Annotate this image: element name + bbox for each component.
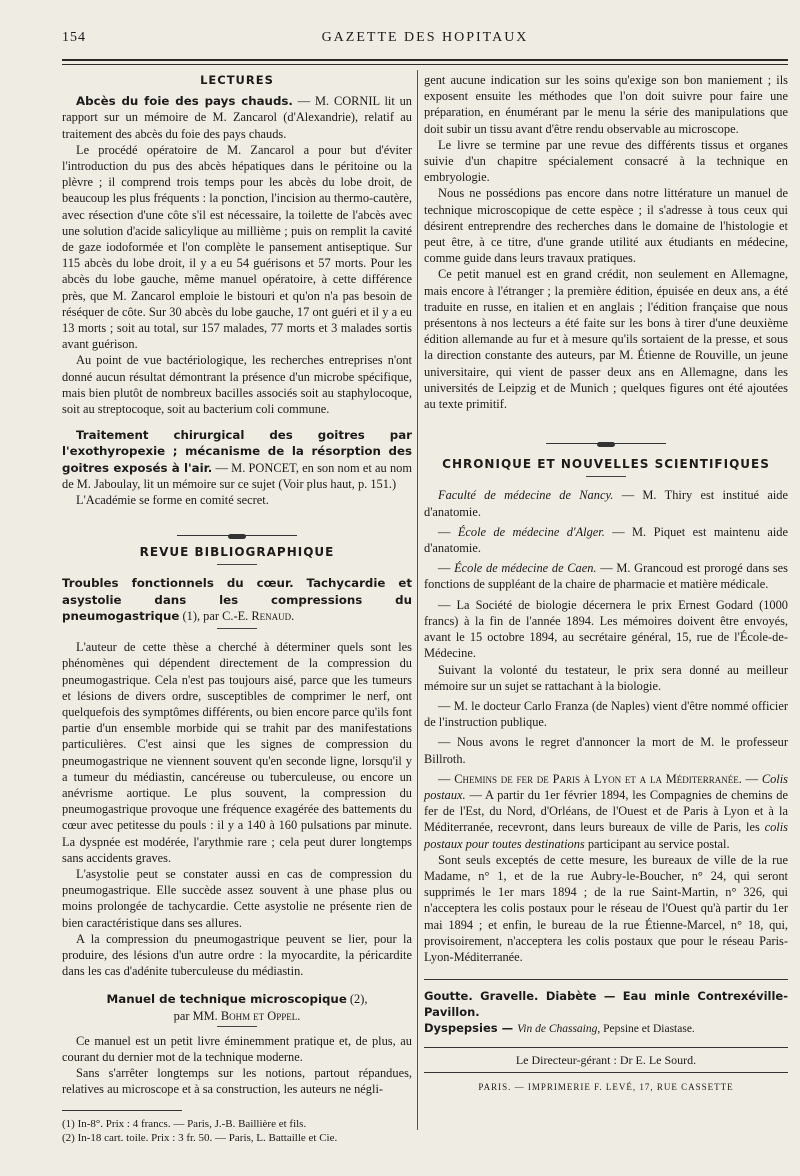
news-caen: — École de médecine de Caen. — M. Grancoud est prorogé dans ses fonctions de suppléant de la chaire de pharmacie et matière médicale. xyxy=(424,561,788,592)
article-goitres xyxy=(62,427,412,492)
article-manuel-heading xyxy=(62,991,412,1023)
news-source: Faculté de médecine de Nancy. xyxy=(438,488,614,503)
news-alger: — École de médecine d'Alger. — M. Piquet est maintenu aide d'anatomie. xyxy=(424,524,788,556)
news-biologie: — La Société de biologie décernera le prix Ernest Godard (1000 francs) à la fin de l'année 1894. Les mémoires doivent être envoyés, avant le 15 octobre 1894, au secrétaire général, 15, rue de l'École-de-Médecine. xyxy=(424,597,788,661)
director-rule xyxy=(424,1047,788,1048)
short-rule xyxy=(586,476,626,477)
paragraph: Ce manuel est un petit livre éminemment pratique et, de plus, au courant du dernier mot de la technique moderne. xyxy=(62,1033,412,1064)
paragraph: Au point de vue bactériologique, les recherches entreprises n'ont donné aucun résultat démontrant la présence d'un microbe spécifique, mais bien plutôt de nombreux bacilles associés soit au staphylocoque, soit au streptocoque, soit au bacterium coli commune. xyxy=(62,353,412,417)
article-troubles-heading xyxy=(62,575,412,624)
header-rule-thin xyxy=(62,64,788,65)
news-text: — A partir du 1er février 1894, les Compagnies de chemins de fer de l'Est, du Nord, d'Orléans, de l'Ouest et de Paris à Lyon et à la Méditerranée, recevront, dans leurs bureaux de ville de Paris, les xyxy=(424,787,788,835)
footnote-rule xyxy=(62,1110,182,1111)
article-title: Troubles fonctionnels du cœur. Tachycardie et asystolie dans les compressions du pneumogastrique xyxy=(62,576,412,623)
news-source: École de médecine de Caen. xyxy=(454,561,597,576)
paragraph: L'Académie se forme en comité secret. xyxy=(76,493,269,508)
paragraph: A la compression du pneumogastrique peuvent se lier, pour la produire, des lésions d'un autre ordre : la myocardite, la péricardite dans les cas d'adénite tuberculeuse du médiastin. xyxy=(62,931,412,979)
section-title-chronique: CHRONIQUE ET NOUVELLES SCIENTIFIQUES xyxy=(442,457,770,472)
news-source: École de médecine d'Alger. xyxy=(457,524,605,539)
article-author: Bohm et Oppel. xyxy=(220,1008,301,1023)
journal-title: GAZETTE DES HOPITAUX xyxy=(321,30,529,45)
news-source: Chemins de fer de Paris à Lyon et a la Méditerranée. xyxy=(454,771,742,786)
paragraph: L'asystolie peut se constater aussi en cas de compression du pneumogastrique. Elle succède assez souvent à une phase plus ou moins prolongée de tachycardie. Cette asystolie ne présente rien de bien caractéristique dans ses allures. xyxy=(62,866,412,930)
paragraph: gent aucune indication sur les soins qu'exige son bon maniement ; ils exposent ensuite les méthodes que l'on doit suivre pour faire une préparation, en énumérant par le menu la série des manipulations que doit subir un tissu avant d'être rendu observable au microscope. xyxy=(424,73,788,136)
news-subject: Colis postaux. xyxy=(424,771,788,802)
article-text: — M. PONCET, en son nom et au nom de M. Jaboulay, lit un mémoire sur ce sujet (Voir plus haut, p. 151.) xyxy=(62,460,412,491)
article-text: — M. CORNIL lit un rapport sur un mémoire de M. Zancarol (d'Alexandrie), relatif au traitement des abcès du foie des pays chauds. xyxy=(62,94,413,141)
news-text: — M. Thiry est institué aide d'anatomie. xyxy=(424,488,788,519)
short-rule xyxy=(217,628,257,629)
printer-line: PARIS. — IMPRIMERIE F. LEVÉ, 17, RUE CASSETTE xyxy=(478,1082,734,1093)
director-rule-bottom xyxy=(424,1072,788,1073)
article-title: Manuel de technique microscopique xyxy=(106,992,347,1007)
news-billroth: — Nous avons le regret d'annoncer la mort de M. le professeur Billroth. xyxy=(424,735,788,766)
ad-product: Vin de Chassaing xyxy=(517,1023,598,1036)
article-abces xyxy=(62,93,412,142)
news-nancy xyxy=(424,487,788,519)
short-rule xyxy=(217,1026,257,1027)
ornament-divider xyxy=(424,430,788,438)
paragraph: L'auteur de cette thèse a cherché à déterminer quels sont les phénomènes qui dépendent directement de la compression du pneumogastrique. Cela n'est pas toujours aisé, parce que les tumeurs et lésions de divers ordre, susceptibles de comprimer le nerf, ont quelquefois des symptômes différents, ou bien encore parce qu'ils font partie d'un ensemble morbide qui se trahit par des manifestations particulières. C'est ainsi que les signes de compression du pneumogastrique ne viennent souvent qu'en seconde ligne, lorsqu'il y a tumeur du médiastin, cancéreuse ou tuberculeuse, ou encore un anévrisme aortique. Le plus souvent, la compression du pneumogastrique provoque une fréquence exagérée des battements du cœur avec petitesse du pouls : il y a 140 à 160 pulsations par minute. La dyspnée est modérée, l'arythmie rare ; cela peut durer longtemps sans accidents graves. xyxy=(62,640,412,865)
ad-rule xyxy=(424,979,788,980)
paragraph: Ce petit manuel est en grand crédit, non seulement en Allemagne, mais encore à l'étranger ; la première édition, épuisée en deux ans, a été traduite en russe, en italien et en anglais ; l'édition française que nous présentons à nos lecteurs a été faite sur les bons à tirer d'une deuxième édition allemande au fur et à mesure qu'ils sortaient de la presse, et sous la direction constante des auteurs, par M. Étienne de Rouville, un jeune universitaire, qui vient de passer deux ans en Allemagne, dans les universités de Leipzig et de Munich ; quelques figures ont été ajoutées au texte primitif. xyxy=(424,267,788,412)
paragraph: Sont seuls exceptés de cette mesure, les bureaux de ville de la rue Madame, n° 1, et de la rue Aubry-le-Boucher, n° 24, qui seront supprimés le 1er mars 1894 ; de la rue Saint-Martin, n° 326, qui n'acceptera les colis postaux pour le réseau de l'Ouest qu'à partir du 1er mai 1894 ; et enfin, le bureau de la rue Étienne-Marcel, n° 18, qui, provisoirement, n'acceptera les colis postaux que pour le réseau Paris-Lyon-Méditerranée. xyxy=(424,852,788,964)
footnote-2: (2) In-18 cart. toile. Prix : 3 fr. 50. — Paris, L. Battaille et Cie. xyxy=(62,1131,338,1144)
short-rule xyxy=(217,564,257,565)
column-divider xyxy=(417,70,418,1130)
byline: par MM. xyxy=(173,1008,221,1023)
news-text: — M. Grancoud est prorogé dans ses fonctions de suppléant de la chaire de pharmacie et matière médicale. xyxy=(424,561,788,592)
paragraph: Suivant la volonté du testateur, le prix sera donné au meilleur mémoire sur un sujet se rattachant à la biologie. xyxy=(424,662,788,693)
advertisement-line-2 xyxy=(424,1020,788,1037)
page-number: 154 xyxy=(62,30,86,45)
footnote-ref: (2), xyxy=(346,992,368,1007)
section-title-revue: REVUE BIBLIOGRAPHIQUE xyxy=(139,545,335,560)
article-title: Traitement chirurgical des goitres par l'exothyropexie ; mécanisme de la résorption des goitres exposés à l'air. xyxy=(62,428,412,475)
ornament-divider xyxy=(62,522,412,530)
header-rule xyxy=(62,59,788,61)
advertisement-line-1: Goutte. Gravelle. Diabète — Eau minle Contrexéville-Pavillon. xyxy=(424,989,788,1020)
footnote-1: (1) In-8°. Prix : 4 francs. — Paris, J.-B. Baillière et fils. xyxy=(62,1117,307,1130)
section-title-lectures: LECTURES xyxy=(200,73,274,87)
news-franza: — M. le docteur Carlo Franza (de Naples) vient d'être nommé officier de l'instruction publique. xyxy=(424,698,788,730)
article-title: Abcès du foie des pays chauds. xyxy=(76,94,293,109)
right-column xyxy=(424,72,788,1096)
news-chemins: — Chemins de fer de Paris à Lyon et a la Méditerranée. — Colis postaux. — A partir du 1er février 1894, les Compagnies de chemins de fer de l'Est, du Nord, d'Orléans, de l'Ouest et de Paris à Lyon et à la Méditerranée, recevront, dans leurs bureaux de ville de Paris, les colis postaux pour toutes destinations participant au service postal. xyxy=(424,771,788,851)
article-author: C.-E. Renaud. xyxy=(222,608,295,623)
news-text: — M. Piquet est maintenu aide d'anatomie. xyxy=(424,524,788,556)
paragraph: Le procédé opératoire de M. Zancarol a pour but d'éviter l'introduction du pus des abcès hépatiques dans le péritoine ou la plèvre ; il comprend trois temps pour les abcès du lobe droit, de beaucoup les plus fréquents : la ponction, l'incision au thermo-cautère, avec résection d'une côte s'il est nécessaire, la toilette de l'abcès avec une solution d'acide salicylique au millième ; puis on remplit la cavité de gaze iodoformée et l'on complète le pansement antiseptique. Sur 115 abcès du lobe droit, il y a eu 54 guérisons et 57 morts. Pour les abcès du lobe gauche, même manuel opératoire, à cette différence près, que M. Zancarol emploie le bistouri et qu'on n'a pas besoin de réséquer de côte. Sur 30 abcès du lobe gauche, 17 ont guéri et il y a eu 13 morts ; soit au total, sur 157 malades, 77 morts et 3 malades sortis avant guérison. xyxy=(62,142,412,352)
news-emphasis: colis postaux pour toutes destinations xyxy=(424,820,788,851)
director-line: Le Directeur-gérant : Dr E. Le Sourd. xyxy=(515,1053,697,1068)
paragraph: Sans s'arrêter longtemps sur les notions, partout répandues, relatives au microscope et à sa construction, les auteurs ne négli- xyxy=(62,1066,412,1097)
ad-text: , Pepsine et Diastase. xyxy=(597,1023,695,1036)
left-column xyxy=(62,72,412,1145)
ad-text: Dyspepsies — xyxy=(424,1021,518,1036)
paragraph: Le livre se termine par une revue des différents tissus et organes suivie d'un chapitre spécialement consacré à la technique en embryologie. xyxy=(424,137,788,185)
page-header xyxy=(62,30,788,52)
news-text: participant au service postal. xyxy=(584,836,730,851)
footnote-ref: (1), par xyxy=(179,608,223,623)
paragraph: Nous ne possédions pas encore dans notre littérature un manuel de technique microscopique de cette espèce ; il s'adresse à tous ceux qui désirent entreprendre des recherches dans le domaine de l'histologie et peut être, à ce titre, d'une grande utilité aux étudiants en médecine, comme guide dans leurs travaux pratiques. xyxy=(424,186,788,266)
